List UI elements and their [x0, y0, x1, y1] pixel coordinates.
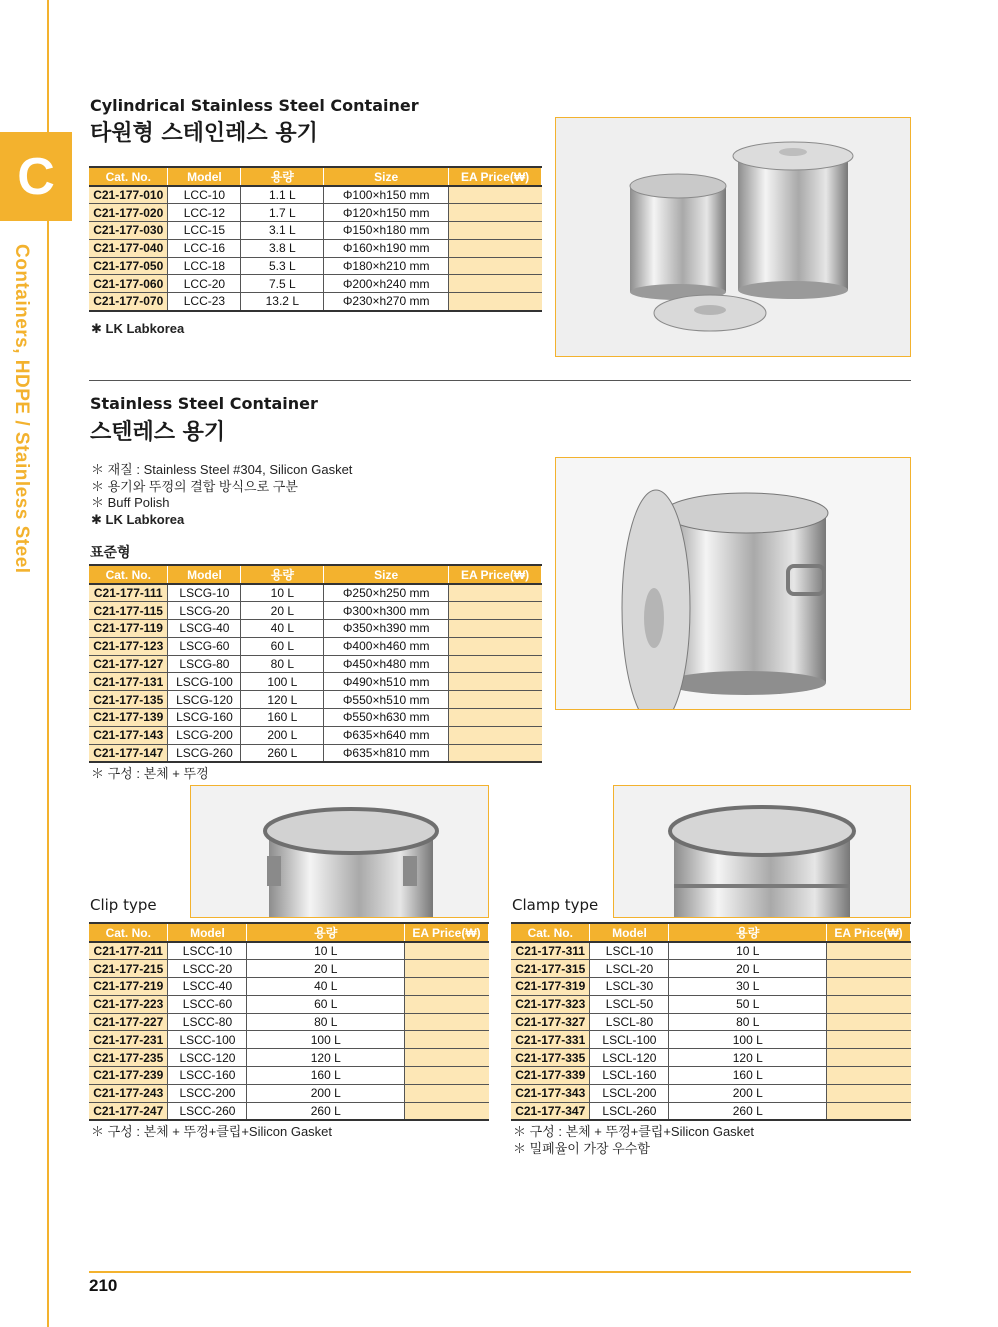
column-header: Model: [168, 565, 241, 584]
note-item: ＊ 구성 : 본체 + 뚜껑+클립+Silicon Gasket: [513, 1124, 755, 1139]
cat-no-cell: C21-177-215: [89, 960, 168, 978]
table-cell: LSCG-260: [168, 744, 241, 762]
table-cell: Φ550×h510 mm: [324, 691, 449, 709]
maker-bullet-icon: ✱: [91, 321, 106, 336]
price-cell: [827, 1084, 911, 1102]
table-cell: 10 L: [669, 942, 827, 960]
table-cell: LCC-18: [168, 257, 241, 275]
table-cell: LSCG-40: [168, 620, 241, 638]
table-cell: Φ550×h630 mm: [324, 709, 449, 727]
column-header: 용량: [247, 923, 405, 942]
price-cell: [449, 293, 542, 311]
section2-composition: ＊ 구성 : 본체 + 뚜껑: [91, 766, 209, 781]
table-cell: 20 L: [247, 960, 405, 978]
table-cell: LSCL-260: [590, 1102, 669, 1120]
table-cell: LSCC-120: [168, 1049, 247, 1067]
column-header: EA Price(₩): [449, 565, 542, 584]
section-divider: [89, 380, 911, 381]
asterisk-icon: ＊: [91, 462, 108, 477]
note-item: ＊ 용기와 뚜껑의 결합 방식으로 구분: [91, 478, 298, 494]
price-cell: [405, 942, 489, 960]
cat-no-cell: C21-177-327: [511, 1013, 590, 1031]
column-header: Cat. No.: [89, 167, 168, 186]
table-row: [511, 1049, 911, 1067]
table-cell: LSCL-30: [590, 978, 669, 996]
maker-bullet-icon: ✱: [91, 511, 106, 527]
cat-no-cell: C21-177-335: [511, 1049, 590, 1067]
table-cell: Φ300×h300 mm: [324, 602, 449, 620]
table-cell: 80 L: [241, 655, 324, 673]
table-cell: Φ635×h810 mm: [324, 744, 449, 762]
price-cell: [405, 995, 489, 1013]
price-cell: [827, 1013, 911, 1031]
table-row: [89, 1102, 489, 1120]
section2-title-ko: 스텐레스 용기: [90, 420, 226, 445]
asterisk-icon: ＊: [91, 1124, 108, 1139]
cat-no-cell: C21-177-319: [511, 978, 590, 996]
price-cell: [449, 186, 542, 204]
table-cell: LSCL-160: [590, 1067, 669, 1085]
table-row: [89, 960, 489, 978]
column-header: Size: [324, 565, 449, 584]
price-cell: [405, 1049, 489, 1067]
table-cell: 160 L: [669, 1067, 827, 1085]
cat-no-cell: C21-177-119: [89, 620, 168, 638]
column-header: EA Price(₩): [405, 923, 489, 942]
table-row: [89, 1013, 489, 1031]
cat-no-cell: C21-177-243: [89, 1084, 168, 1102]
table-cell: LSCC-10: [168, 942, 247, 960]
table-row: [511, 942, 911, 960]
table-cell: 30 L: [669, 978, 827, 996]
table-cell: LSCC-60: [168, 995, 247, 1013]
stainless-container-photo: [555, 457, 911, 710]
price-cell: [449, 637, 542, 655]
clip-type-notes: [91, 1124, 332, 1141]
price-cell: [449, 222, 542, 240]
table-cell: 1.1 L: [241, 186, 324, 204]
table-cell: 200 L: [247, 1084, 405, 1102]
table-cell: 10 L: [241, 584, 324, 602]
table-cell: Φ230×h270 mm: [324, 293, 449, 311]
cat-no-cell: C21-177-315: [511, 960, 590, 978]
cat-no-cell: C21-177-040: [89, 239, 168, 257]
price-cell: [405, 1102, 489, 1120]
column-header: Model: [590, 923, 669, 942]
cat-no-cell: C21-177-139: [89, 709, 168, 727]
price-cell: [449, 744, 542, 762]
table-cell: LSCG-120: [168, 691, 241, 709]
chapter-vertical-label: Containers, HDPE / Stainless Steel: [11, 244, 32, 574]
table-cell: 80 L: [669, 1013, 827, 1031]
table-cell: Φ450×h480 mm: [324, 655, 449, 673]
cat-no-cell: C21-177-239: [89, 1067, 168, 1085]
table-cell: LCC-16: [168, 239, 241, 257]
cat-no-cell: C21-177-135: [89, 691, 168, 709]
standard-type-label: 표준형: [90, 545, 131, 561]
table-cell: LSCG-80: [168, 655, 241, 673]
table-cell: 100 L: [241, 673, 324, 691]
table-cell: 100 L: [669, 1031, 827, 1049]
table-row: [89, 1084, 489, 1102]
price-cell: [827, 1049, 911, 1067]
cat-no-cell: C21-177-211: [89, 942, 168, 960]
price-cell: [405, 960, 489, 978]
clamp-type-photo: [613, 785, 911, 918]
table-cell: LSCG-200: [168, 726, 241, 744]
note-item: ＊ 밀폐율이 가장 우수함: [513, 1140, 650, 1156]
column-header: EA Price(₩): [449, 167, 542, 186]
table-row: [89, 293, 542, 311]
cat-no-cell: C21-177-143: [89, 726, 168, 744]
price-cell: [827, 978, 911, 996]
cat-no-cell: C21-177-219: [89, 978, 168, 996]
price-cell: [449, 709, 542, 727]
column-header: Size: [324, 167, 449, 186]
table-row: [89, 726, 542, 744]
price-cell: [827, 1031, 911, 1049]
table-cell: LSCL-200: [590, 1084, 669, 1102]
table-cell: 80 L: [247, 1013, 405, 1031]
table-cell: 20 L: [241, 602, 324, 620]
asterisk-icon: ＊: [513, 1140, 530, 1156]
footer-rule: [89, 1271, 911, 1273]
note-item: ＊ Buff Polish: [91, 495, 170, 510]
cat-no-cell: C21-177-123: [89, 637, 168, 655]
table-header-row: [89, 167, 542, 186]
chapter-tab: [0, 132, 72, 221]
table-cell: LSCL-10: [590, 942, 669, 960]
table-cell: Φ150×h180 mm: [324, 222, 449, 240]
table-row: [89, 1067, 489, 1085]
clamp-type-notes: [513, 1124, 754, 1157]
table-cell: 40 L: [241, 620, 324, 638]
price-cell: [449, 726, 542, 744]
cat-no-cell: C21-177-147: [89, 744, 168, 762]
note-item: ✱ LK Labkorea: [91, 511, 185, 527]
cylindrical-container-photo: [555, 117, 911, 357]
table-row: [511, 1013, 911, 1031]
cat-no-cell: C21-177-070: [89, 293, 168, 311]
table-cell: LSCL-100: [590, 1031, 669, 1049]
asterisk-icon: ＊: [91, 495, 108, 510]
table-cell: 200 L: [241, 726, 324, 744]
table-cell: 260 L: [241, 744, 324, 762]
column-header: 용량: [669, 923, 827, 942]
clamp-type-table: [511, 922, 911, 1121]
table-cell: LSCL-80: [590, 1013, 669, 1031]
note-item: ＊ 재질 : Stainless Steel #304, Silicon Gasket: [91, 462, 353, 477]
column-header: Model: [168, 167, 241, 186]
table-cell: Φ490×h510 mm: [324, 673, 449, 691]
cat-no-cell: C21-177-231: [89, 1031, 168, 1049]
price-cell: [449, 257, 542, 275]
cat-no-cell: C21-177-115: [89, 602, 168, 620]
table-cell: LSCC-80: [168, 1013, 247, 1031]
column-header: Cat. No.: [89, 923, 168, 942]
table-cell: 120 L: [241, 691, 324, 709]
price-cell: [827, 960, 911, 978]
price-cell: [405, 1067, 489, 1085]
table-row: [89, 942, 489, 960]
price-cell: [449, 275, 542, 293]
table-cell: 260 L: [247, 1102, 405, 1120]
table-cell: 40 L: [247, 978, 405, 996]
column-header: 용량: [241, 167, 324, 186]
price-cell: [449, 655, 542, 673]
price-cell: [449, 620, 542, 638]
price-cell: [827, 1067, 911, 1085]
table-cell: LSCC-40: [168, 978, 247, 996]
table-row: [89, 257, 542, 275]
table-cell: LCC-15: [168, 222, 241, 240]
price-cell: [405, 1084, 489, 1102]
table-cell: Φ100×h150 mm: [324, 186, 449, 204]
table-cell: 120 L: [669, 1049, 827, 1067]
table-cell: 10 L: [247, 942, 405, 960]
cat-no-cell: C21-177-235: [89, 1049, 168, 1067]
table-cell: LSCC-100: [168, 1031, 247, 1049]
table-row: [89, 222, 542, 240]
cat-no-cell: C21-177-050: [89, 257, 168, 275]
table-row: [89, 709, 542, 727]
cat-no-cell: C21-177-020: [89, 204, 168, 222]
section1-title-en: Cylindrical Stainless Steel Container: [90, 96, 419, 115]
table-row: [511, 1084, 911, 1102]
table-cell: Φ160×h190 mm: [324, 239, 449, 257]
price-cell: [827, 995, 911, 1013]
table-cell: LSCG-160: [168, 709, 241, 727]
chapter-letter: C: [17, 147, 55, 206]
table-cell: LSCL-120: [590, 1049, 669, 1067]
table-cell: LSCC-20: [168, 960, 247, 978]
table-cell: LCC-12: [168, 204, 241, 222]
clip-type-table: [89, 922, 489, 1121]
cat-no-cell: C21-177-247: [89, 1102, 168, 1120]
table-row: [89, 744, 542, 762]
cat-no-cell: C21-177-227: [89, 1013, 168, 1031]
cat-no-cell: C21-177-030: [89, 222, 168, 240]
price-cell: [449, 602, 542, 620]
column-header: Cat. No.: [89, 565, 168, 584]
table-header-row: [89, 923, 489, 942]
table-cell: 1.7 L: [241, 204, 324, 222]
table-row: [511, 1067, 911, 1085]
table-cell: 20 L: [669, 960, 827, 978]
table-row: [89, 204, 542, 222]
table-row: [89, 239, 542, 257]
asterisk-icon: ＊: [91, 478, 108, 494]
table-cell: LSCL-20: [590, 960, 669, 978]
section1-maker-name: LK Labkorea: [105, 321, 185, 336]
price-cell: [449, 673, 542, 691]
cat-no-cell: C21-177-127: [89, 655, 168, 673]
table-cell: 100 L: [247, 1031, 405, 1049]
price-cell: [449, 239, 542, 257]
cat-no-cell: C21-177-010: [89, 186, 168, 204]
table-cell: 260 L: [669, 1102, 827, 1120]
cat-no-cell: C21-177-223: [89, 995, 168, 1013]
price-cell: [405, 978, 489, 996]
table-row: [89, 186, 542, 204]
table-cell: LCC-20: [168, 275, 241, 293]
table-cell: Φ120×h150 mm: [324, 204, 449, 222]
column-header: EA Price(₩): [827, 923, 911, 942]
table-cell: Φ350×h390 mm: [324, 620, 449, 638]
table-row: [89, 1049, 489, 1067]
table-cell: 5.3 L: [241, 257, 324, 275]
table-cell: LSCC-200: [168, 1084, 247, 1102]
table-row: [89, 673, 542, 691]
table-cell: 60 L: [247, 995, 405, 1013]
price-cell: [827, 942, 911, 960]
table-cell: LSCC-160: [168, 1067, 247, 1085]
table-row: [89, 978, 489, 996]
price-cell: [405, 1013, 489, 1031]
column-header: 용량: [241, 565, 324, 584]
table-row: [511, 995, 911, 1013]
price-cell: [405, 1031, 489, 1049]
table-cell: Φ250×h250 mm: [324, 584, 449, 602]
table-cell: LSCG-60: [168, 637, 241, 655]
table-cell: LSCG-10: [168, 584, 241, 602]
table-cell: 160 L: [241, 709, 324, 727]
asterisk-icon: ＊: [513, 1124, 530, 1139]
section1-table: [89, 166, 542, 312]
table-header-row: [89, 565, 542, 584]
table-row: [89, 620, 542, 638]
table-cell: 7.5 L: [241, 275, 324, 293]
cat-no-cell: C21-177-111: [89, 584, 168, 602]
clip-type-title: Clip type: [90, 896, 157, 914]
table-cell: 120 L: [247, 1049, 405, 1067]
price-cell: [449, 584, 542, 602]
price-cell: [827, 1102, 911, 1120]
page-number: 210: [89, 1276, 118, 1295]
table-row: [89, 275, 542, 293]
table-cell: LSCG-20: [168, 602, 241, 620]
section1-title-ko: 타원형 스테인레스 용기: [90, 121, 318, 146]
table-cell: Φ200×h240 mm: [324, 275, 449, 293]
cat-no-cell: C21-177-347: [511, 1102, 590, 1120]
cat-no-cell: C21-177-311: [511, 942, 590, 960]
table-row: [511, 978, 911, 996]
table-cell: LSCG-100: [168, 673, 241, 691]
section2-notes: [91, 462, 352, 528]
cat-no-cell: C21-177-339: [511, 1067, 590, 1085]
table-cell: 200 L: [669, 1084, 827, 1102]
table-cell: 13.2 L: [241, 293, 324, 311]
table-cell: LCC-10: [168, 186, 241, 204]
table-row: [89, 584, 542, 602]
table-row: [511, 1102, 911, 1120]
table-header-row: [511, 923, 911, 942]
table-row: [89, 1031, 489, 1049]
table-cell: 3.1 L: [241, 222, 324, 240]
cat-no-cell: C21-177-323: [511, 995, 590, 1013]
table-row: [511, 1031, 911, 1049]
table-row: [511, 960, 911, 978]
clip-type-photo: [190, 785, 489, 918]
cat-no-cell: C21-177-331: [511, 1031, 590, 1049]
price-cell: [449, 204, 542, 222]
table-cell: LSCL-50: [590, 995, 669, 1013]
table-row: [89, 691, 542, 709]
table-cell: Φ635×h640 mm: [324, 726, 449, 744]
column-header: Cat. No.: [511, 923, 590, 942]
table-cell: Φ400×h460 mm: [324, 637, 449, 655]
price-cell: [449, 691, 542, 709]
table-cell: 50 L: [669, 995, 827, 1013]
table-row: [89, 995, 489, 1013]
cat-no-cell: C21-177-060: [89, 275, 168, 293]
note-item: ＊ 구성 : 본체 + 뚜껑+클립+Silicon Gasket: [91, 1124, 333, 1139]
table-cell: LSCC-260: [168, 1102, 247, 1120]
table-row: [89, 655, 542, 673]
cat-no-cell: C21-177-131: [89, 673, 168, 691]
table-row: [89, 602, 542, 620]
table-cell: 160 L: [247, 1067, 405, 1085]
table-cell: LCC-23: [168, 293, 241, 311]
table-cell: 60 L: [241, 637, 324, 655]
section1-maker: [91, 321, 184, 338]
table-cell: Φ180×h210 mm: [324, 257, 449, 275]
cat-no-cell: C21-177-343: [511, 1084, 590, 1102]
table-cell: 3.8 L: [241, 239, 324, 257]
column-header: Model: [168, 923, 247, 942]
clamp-type-title: Clamp type: [512, 896, 599, 914]
table-row: [89, 637, 542, 655]
section2-title-en: Stainless Steel Container: [90, 394, 318, 413]
asterisk-icon: ＊: [91, 766, 108, 781]
section2-table: [89, 564, 542, 763]
